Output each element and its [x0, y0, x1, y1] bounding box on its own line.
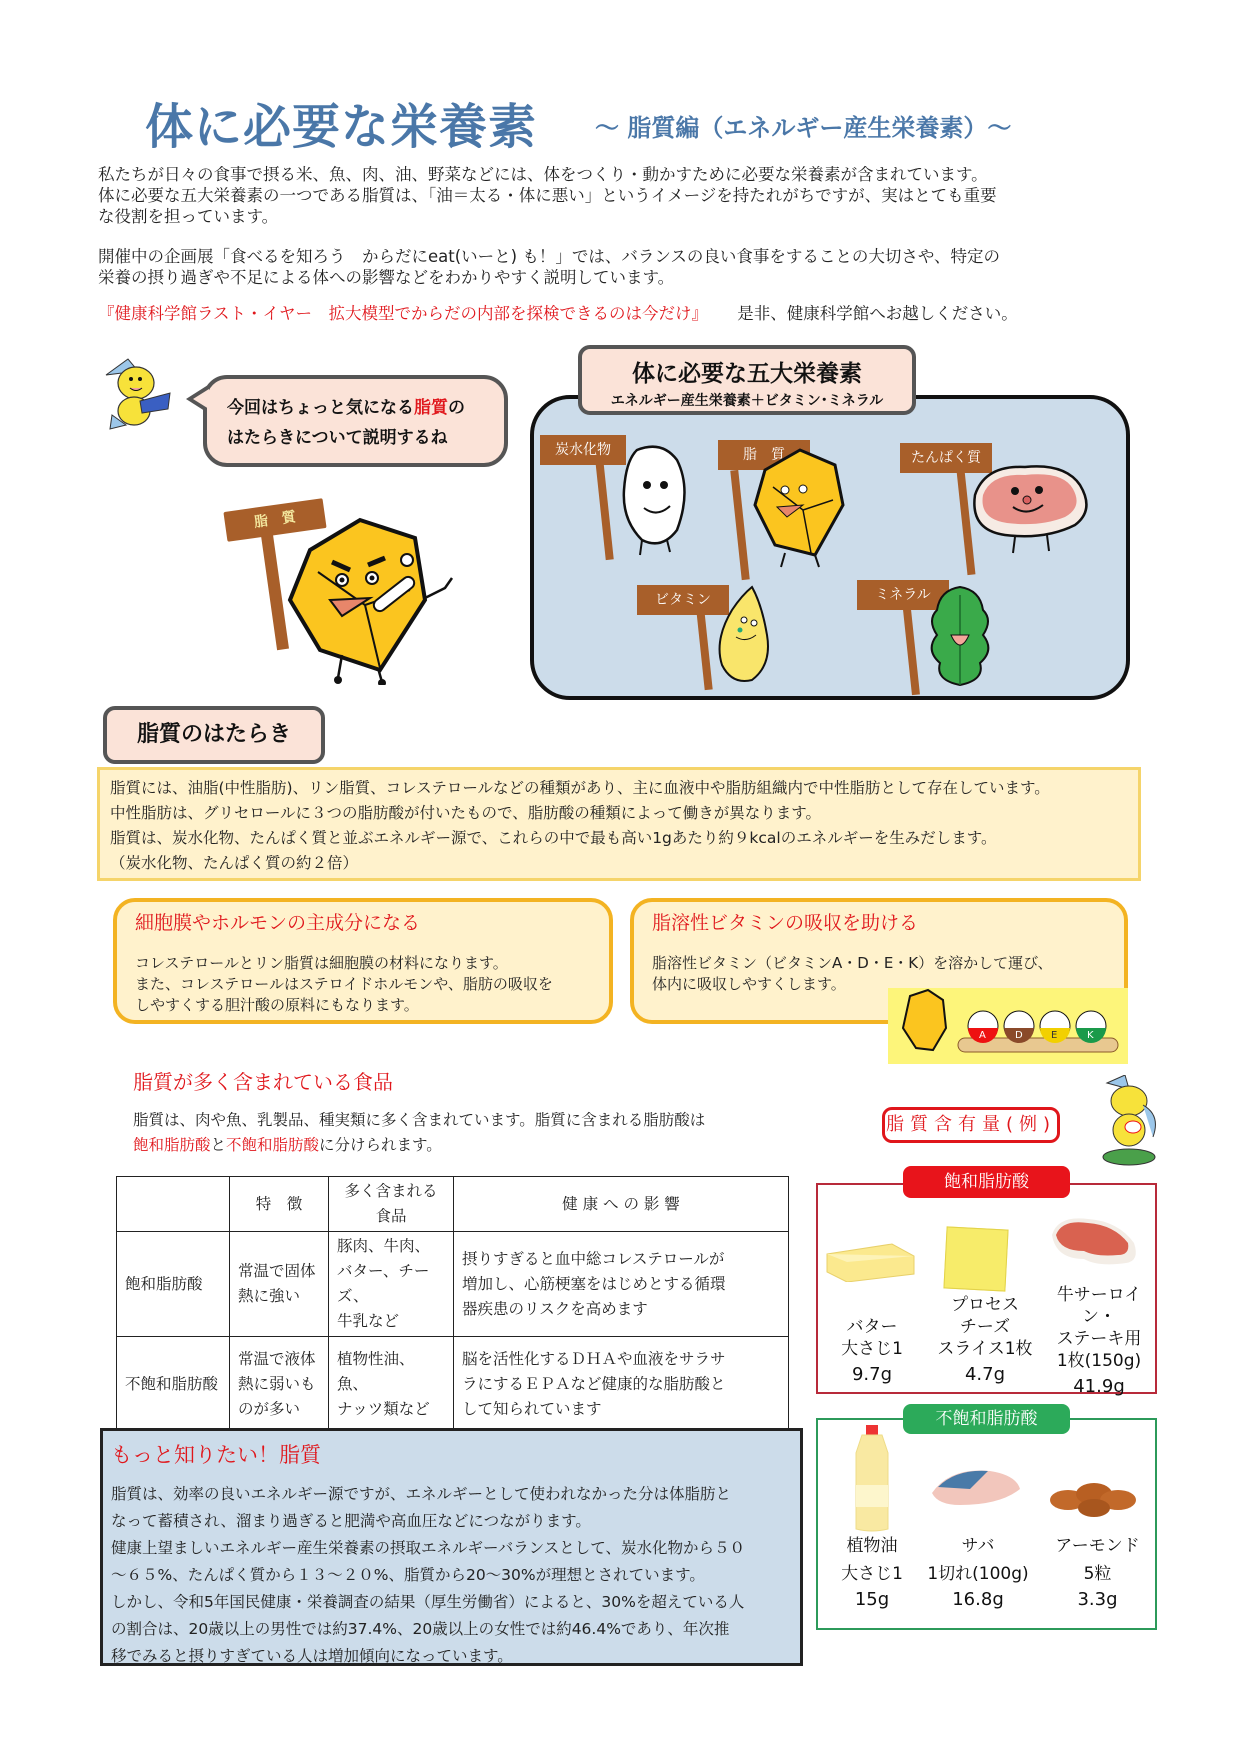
section-tab-lipid-functions: 脂質のはたらき: [103, 706, 325, 764]
role-line: 脂溶性ビタミン（ビタミンA・D・E・K）を溶かして運び、: [652, 954, 1053, 972]
sign-mineral: ミネラル: [857, 580, 949, 610]
food-portion: スライス1枚: [937, 1339, 1033, 1359]
bubble-text: 今回はちょっと気になる: [227, 398, 414, 418]
cell-line: して知られています: [462, 1399, 602, 1418]
cell-line: 器疾患のリスクを高めます: [462, 1299, 648, 1318]
intro-highlight-line: [98, 303, 1148, 324]
cell-line: 熱に弱いも: [238, 1374, 316, 1393]
cell-line: 摂りすぎると血中総コレステロールが: [462, 1249, 725, 1268]
intro-line: 開催中の企画展「食べるを知ろう からだにeat(いーと) も！」では、バランスの良い食事をすることの大切さや、特定の: [98, 247, 1001, 266]
row-feature: [230, 1232, 329, 1337]
food-portion: 1切れ(100g): [927, 1564, 1029, 1584]
food-name: チーズ: [959, 1317, 1011, 1337]
cell-line: 常温で液体: [238, 1349, 316, 1368]
role-line: コレステロールとリン脂質は細胞膜の材料になります。: [135, 954, 508, 972]
vegetable-oil-bottle-illustration: [852, 1425, 892, 1533]
bubble-line-2: はたらきについて説明するね: [227, 428, 448, 448]
vitamin-label: E: [1051, 1030, 1058, 1041]
role-line: また、コレステロールはステロイドホルモンや、脂肪の吸収を: [135, 975, 553, 993]
leaf-mascot-illustration: [925, 585, 995, 695]
food-name: サバ: [961, 1536, 995, 1556]
intro-paragraph-1: [98, 164, 1148, 227]
mackerel-illustration: [930, 1465, 1022, 1507]
intro-line: 体に必要な五大栄養素の一つである脂質は、「油＝太る・体に悪い」というイメージを持たれがちですが、実はとても重要: [98, 186, 997, 205]
foods-intro: [133, 1108, 705, 1158]
fat-value: 3.3g: [1077, 1589, 1118, 1610]
row-foods: [329, 1232, 454, 1337]
role-title: 脂溶性ビタミンの吸収を助ける: [652, 912, 919, 934]
food-portion: 5粒: [1083, 1564, 1112, 1584]
food-portion: 1枚(150g): [1056, 1351, 1142, 1371]
cell-line: ナッツ類など: [337, 1399, 430, 1418]
more-line: ～６５%、たんぱく質から１３～２０%、脂質から20～30%が理想とされています。: [111, 1566, 705, 1584]
food-item-butter: [822, 1294, 922, 1386]
more-line: の割合は、20歳以上の男性では約37.4%、20歳以上の女性では約46.4%であり、年次推: [111, 1620, 730, 1638]
row-foods: [329, 1337, 454, 1432]
food-name: ステーキ用: [1056, 1329, 1142, 1349]
cell-line: 増加し、心筋梗塞をはじめとする循環: [462, 1274, 726, 1293]
cheese-slice-illustration: [943, 1226, 1008, 1291]
sign-lipid: 脂 質: [718, 440, 810, 470]
conjunction: と: [210, 1136, 227, 1154]
intro-line: 私たちが日々の食事で摂る米、魚、肉、油、野菜などには、体をつくり・動かすために必要な栄養素が含まれています。: [98, 165, 988, 184]
cell-line: 熱に強い: [238, 1287, 301, 1305]
food-item-mackerel: [918, 1535, 1038, 1611]
cell-line: 脳を活性化するＤＨＡや血液をサラサ: [462, 1349, 726, 1368]
table-row: [117, 1337, 789, 1432]
sign-vitamin: ビタミン: [637, 585, 729, 615]
cell-line: のが多い: [238, 1399, 301, 1418]
page-subtitle: ～ 脂質編（エネルギー産生栄養素）～: [595, 114, 1012, 142]
vitamin-label: K: [1087, 1030, 1094, 1041]
steak-illustration: [1048, 1215, 1140, 1273]
five-nutrients-header: [578, 345, 916, 415]
exhibit-highlight: 『健康科学館ラスト・イヤー 拡大模型でからだの内部を探検できるのは今だけ』: [98, 304, 709, 323]
unsaturated-label: 不飽和脂肪酸: [903, 1404, 1070, 1434]
butter-illustration: [822, 1240, 917, 1282]
foods-line: [133, 1133, 705, 1158]
cell-line: ラにするＥＰＡなど健康的な脂肪酸と: [462, 1374, 726, 1393]
fatty-acid-table: [116, 1176, 789, 1432]
intro-line: な役割を担っています。: [98, 207, 279, 226]
foods-line: 脂質は、肉や魚、乳製品、種実類に多く含まれています。脂質に含まれる脂肪酸は: [133, 1111, 706, 1129]
speech-bubble: [203, 375, 508, 467]
foods-tail: に分けられます。: [319, 1136, 442, 1154]
food-portion: 大さじ1: [841, 1339, 903, 1359]
five-nutrients-subtitle: エネルギー産生栄養素＋ビタミン･ミネラル: [610, 393, 884, 409]
food-item-sirloin-steak: [1043, 1284, 1155, 1398]
role-body: [135, 953, 591, 1016]
more-line: しかし、令和5年国民健康・栄養調査の結果（厚生労働省）によると、30%を超えている人: [111, 1593, 745, 1611]
food-item-almond: [1040, 1535, 1155, 1611]
vitamin-label: D: [1015, 1030, 1023, 1041]
almonds-illustration: [1048, 1478, 1140, 1520]
table-header: 多く含まれる食品: [329, 1177, 454, 1232]
mascot-reading-illustration: [98, 355, 178, 433]
mascot-eating-illustration: [1095, 1075, 1165, 1170]
more-line: なって蓄積され、溜まり過ぎると肥満や高血圧などにつながります。: [111, 1512, 591, 1530]
food-item-vegetable-oil: [822, 1535, 922, 1611]
cell-line: バター、チーズ、: [337, 1262, 430, 1305]
info-line: 中性脂肪は、グリセロールに３つの脂肪酸が付いたもので、脂肪酸の種類によって働きが異なります。: [110, 804, 821, 822]
more-about-lipids-box: [100, 1428, 803, 1666]
visit-invitation: 是非、健康科学館へお越しください。: [737, 304, 1018, 323]
lemon-mascot-illustration: [712, 585, 777, 695]
food-name: 牛サーロイン・: [1056, 1285, 1142, 1327]
fat-value: 15g: [854, 1589, 890, 1610]
bubble-text: の: [448, 398, 465, 418]
table-header: [117, 1177, 230, 1232]
role-line: 体内に吸収しやすくします。: [652, 975, 846, 993]
speech-bubble-tail-inner: [193, 389, 209, 409]
five-nutrients-title: 体に必要な五大栄養素: [632, 361, 862, 387]
food-name: アーモンド: [1055, 1536, 1140, 1556]
food-portion: 大さじ1: [841, 1564, 903, 1584]
term-saturated: 飽和脂肪酸: [133, 1136, 211, 1154]
saturated-label: 飽和脂肪酸: [903, 1166, 1070, 1198]
sign-protein: たんぱく質: [900, 443, 992, 473]
fat-value: 4.7g: [964, 1364, 1006, 1385]
table-header: 特 徴: [230, 1177, 329, 1232]
food-name: プロセス: [951, 1295, 1019, 1315]
bubble-highlight: 脂質: [414, 398, 448, 418]
role-line: しやすくする胆汁酸の原料にもなります。: [135, 996, 419, 1014]
more-body: [111, 1481, 792, 1670]
vitamin-label: A: [979, 1030, 986, 1041]
cell-line: 植物性油、魚、: [337, 1349, 415, 1393]
fat-content-badge: 脂質含有量(例): [882, 1107, 1060, 1143]
info-line: 脂質は、炭水化物、たんぱく質と並ぶエネルギー源で、これらの中で最も高い1gあたり約９kcalのエネルギーを生みだします。: [110, 829, 997, 847]
lipid-functions-info-box: [97, 767, 1141, 881]
term-unsaturated: 不飽和脂肪酸: [226, 1136, 320, 1154]
table-row: [117, 1232, 789, 1337]
table-header-row: [117, 1177, 789, 1232]
page-title: 体に必要な栄養素: [145, 99, 538, 155]
role-title: 細胞膜やホルモンの主成分になる: [135, 912, 421, 934]
more-line: 脂質は、効率の良いエネルギー源ですが、エネルギーとして使われなかった分は体脂肪と: [111, 1485, 732, 1503]
vitamin-sled-illustration: [888, 988, 1128, 1064]
cell-line: 豚肉、牛肉、: [337, 1237, 431, 1255]
more-title: もっと知りたい！脂質: [111, 1443, 321, 1467]
fat-value: 41.9g: [1073, 1376, 1125, 1397]
more-line: 移でみると摂りすぎている人は増加傾向になっています。: [111, 1647, 513, 1665]
sign-carbohydrate: 炭水化物: [540, 435, 626, 465]
food-name: 植物油: [846, 1536, 898, 1556]
intro-paragraph-2: [98, 246, 1148, 288]
row-health: [454, 1337, 789, 1432]
foods-section-title: 脂質が多く含まれている食品: [133, 1070, 393, 1094]
cell-line: 牛乳など: [337, 1312, 400, 1330]
rice-grain-mascot-illustration: [612, 440, 702, 560]
row-name: 飽和脂肪酸: [117, 1232, 230, 1337]
table-header: 健 康 へ の 影 響: [454, 1177, 789, 1232]
food-item-processed-cheese: [925, 1294, 1045, 1386]
meat-mascot-illustration: [965, 455, 1105, 555]
more-line: 健康上望ましいエネルギー産生栄養素の摂取エネルギーバランスとして、炭水化物から５０: [111, 1539, 745, 1557]
food-name: バター: [846, 1317, 898, 1337]
row-name: 不飽和脂肪酸: [117, 1337, 230, 1432]
role-box-cell-membrane: [113, 898, 613, 1024]
row-health: [454, 1232, 789, 1337]
intro-line: 栄養の摂り過ぎや不足による体への影響などをわかりやすく説明しています。: [98, 268, 675, 287]
lipid-mascot-small-illustration: [745, 445, 855, 570]
row-feature: [230, 1337, 329, 1432]
fat-value: 9.7g: [851, 1364, 893, 1385]
cell-line: 常温で固体: [238, 1262, 316, 1280]
info-line: （炭水化物、たんぱく質の約２倍）: [110, 854, 359, 872]
info-line: 脂質には、油脂(中性脂肪)、リン脂質、コレステロールなどの種類があり、主に血液中や脂肪組織内で中性脂肪として存在しています。: [110, 779, 1050, 797]
lipid-mascot-sign: 脂 質: [223, 498, 326, 542]
fat-value: 16.8g: [952, 1589, 1004, 1610]
bubble-line-1: [227, 393, 484, 423]
lipid-cube-mascot-illustration: [270, 510, 460, 685]
